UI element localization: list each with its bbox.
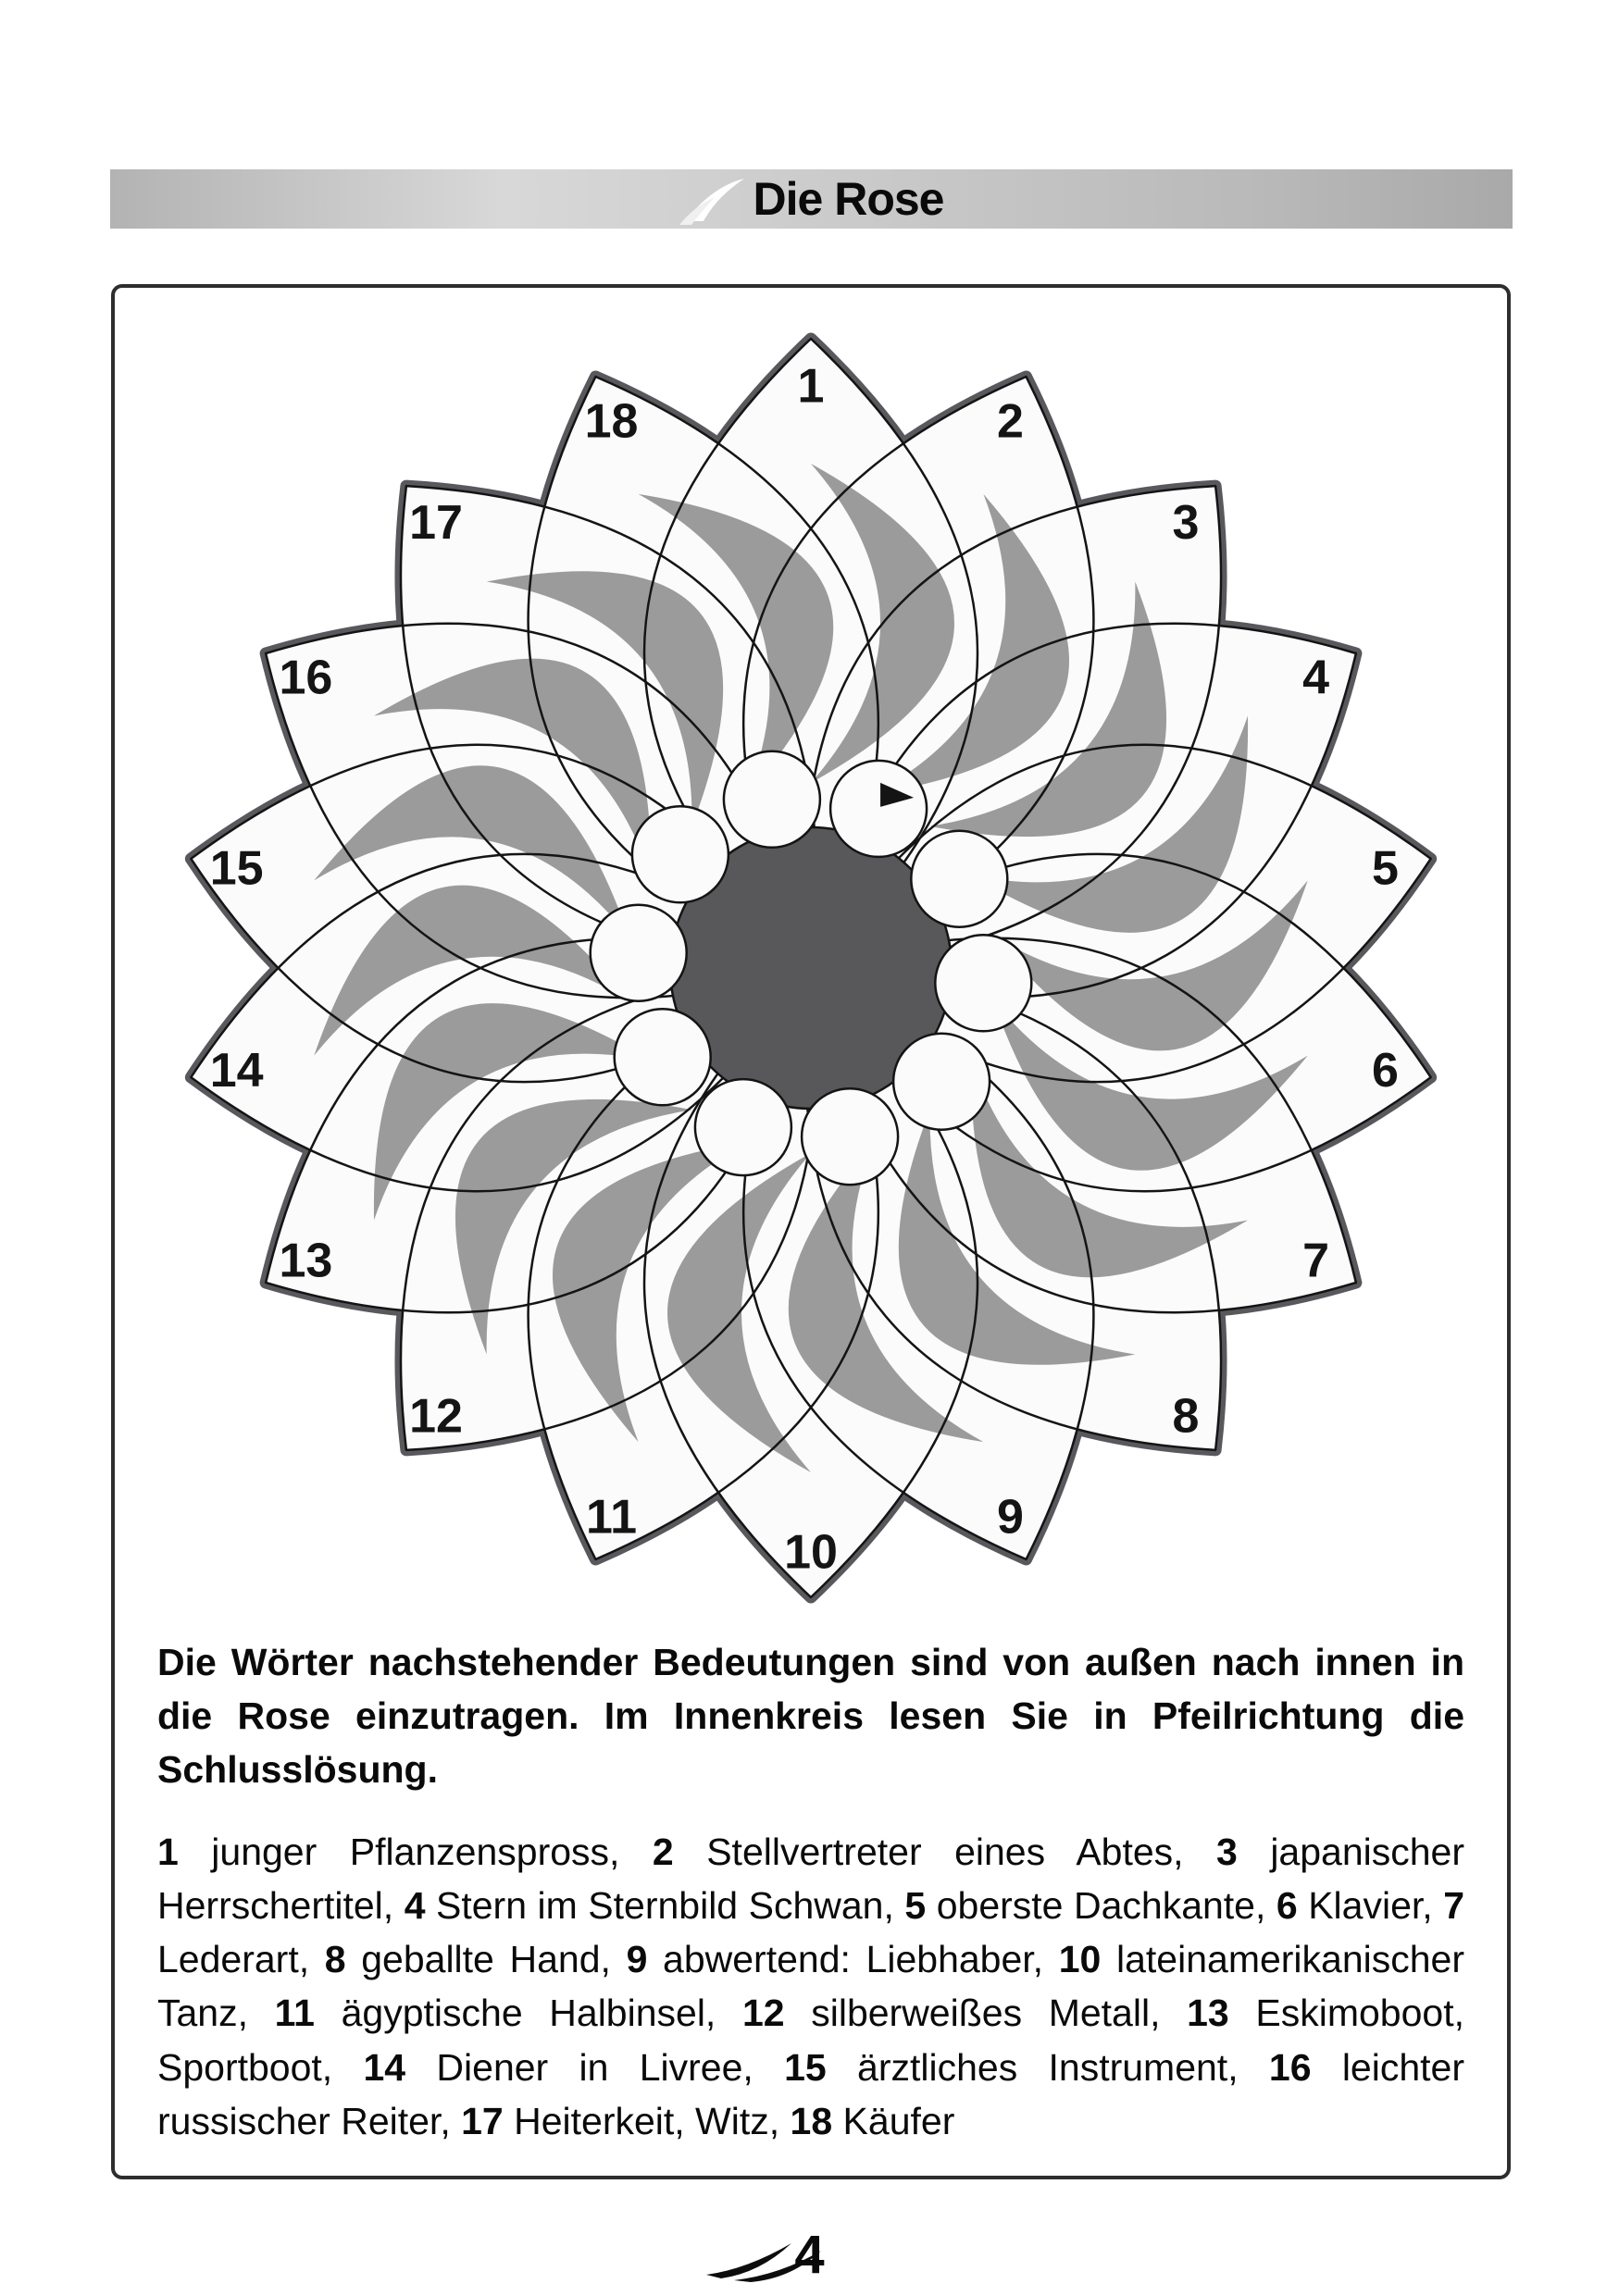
clue-text: geballte Hand, bbox=[345, 1938, 627, 1981]
clue-number: 9 bbox=[626, 1938, 648, 1981]
svg-text:1: 1 bbox=[797, 359, 825, 414]
clue-number: 11 bbox=[274, 1992, 315, 2035]
clue-text: junger Pflanzenspross, bbox=[178, 1830, 653, 1873]
clues-paragraph bbox=[115, 1825, 1507, 2148]
svg-text:6: 6 bbox=[1371, 1044, 1399, 1098]
clue-number: 3 bbox=[1216, 1830, 1238, 1873]
svg-text:17: 17 bbox=[409, 496, 463, 551]
svg-text:7: 7 bbox=[1302, 1234, 1330, 1288]
clue-text: Diener in Livree, bbox=[405, 2045, 785, 2089]
clue-text: Lederart, bbox=[157, 1938, 325, 1981]
svg-text:5: 5 bbox=[1371, 841, 1399, 896]
clue-number: 12 bbox=[741, 1992, 785, 2035]
clue-number: 16 bbox=[1268, 2045, 1312, 2089]
svg-text:14: 14 bbox=[209, 1044, 264, 1098]
svg-text:16: 16 bbox=[279, 651, 333, 705]
clue-text: silberweißes Metall, bbox=[784, 1992, 1188, 2035]
clue-text: Stellvertreter eines Abtes, bbox=[673, 1830, 1217, 1873]
svg-text:2: 2 bbox=[997, 394, 1024, 449]
svg-text:8: 8 bbox=[1172, 1389, 1200, 1444]
clue-text: ägyptische Halbinsel, bbox=[314, 1992, 742, 2035]
svg-text:11: 11 bbox=[586, 1490, 637, 1545]
puzzle-box bbox=[111, 284, 1511, 2179]
svg-text:4: 4 bbox=[1302, 651, 1330, 705]
svg-text:18: 18 bbox=[584, 394, 639, 449]
page-title: Die Rose bbox=[753, 173, 944, 225]
svg-text:10: 10 bbox=[784, 1525, 838, 1580]
clue-text: japanischer Herrschertitel, bbox=[157, 1830, 1465, 1927]
rose-svg bbox=[115, 288, 1507, 1639]
clue-text: leichter russischer Reiter, bbox=[157, 2045, 1464, 2142]
clue-number: 15 bbox=[784, 2045, 827, 2089]
clue-number: 2 bbox=[652, 1830, 674, 1873]
clue-number: 17 bbox=[461, 2099, 504, 2142]
clue-number: 5 bbox=[904, 1883, 927, 1927]
clue-number: 18 bbox=[790, 2099, 833, 2142]
page-number: 4 bbox=[794, 2224, 825, 2285]
clue-text: abwertend: Liebhaber, bbox=[647, 1938, 1059, 1981]
clue-text: Stern im Sternbild Schwan, bbox=[425, 1883, 905, 1927]
clue-text: lateinamerikanischer Tanz, bbox=[157, 1938, 1465, 2035]
clue-number: 6 bbox=[1276, 1883, 1298, 1927]
clue-number: 13 bbox=[1187, 1992, 1229, 2035]
clue-text: ärztliches Instrument, bbox=[826, 2045, 1269, 2089]
clue-number: 8 bbox=[324, 1938, 346, 1981]
instructions-paragraph: Die Wörter nachstehender Bedeutungen sind von außen nach innen in die Rose einzutragen. Im Innenkreis lesen Sie in Pfeilrichtung die Schlusslösung. bbox=[157, 1641, 1464, 1792]
clue-text: Heiterkeit, Witz, bbox=[503, 2099, 791, 2142]
clue-number: 4 bbox=[404, 1883, 426, 1927]
footer-wrap bbox=[745, 2219, 875, 2290]
svg-text:13: 13 bbox=[279, 1234, 333, 1288]
clue-text: oberste Dachkante, bbox=[926, 1883, 1277, 1927]
header-bar bbox=[110, 169, 1513, 229]
svg-text:9: 9 bbox=[997, 1490, 1024, 1545]
clue-number: 10 bbox=[1058, 1938, 1102, 1981]
svg-text:15: 15 bbox=[209, 841, 264, 896]
clue-text: Eskimoboot, Sportboot, bbox=[157, 1992, 1464, 2089]
footer bbox=[0, 2219, 1619, 2290]
clue-text: Käufer bbox=[832, 2099, 955, 2142]
clue-number: 1 bbox=[157, 1830, 179, 1873]
clue-number: 14 bbox=[363, 2045, 406, 2089]
svg-text:3: 3 bbox=[1172, 496, 1200, 551]
feather-swoosh-icon bbox=[679, 177, 746, 225]
clue-text: Klavier, bbox=[1297, 1883, 1444, 1927]
clue-number: 7 bbox=[1443, 1883, 1464, 1927]
svg-text:12: 12 bbox=[409, 1389, 463, 1444]
